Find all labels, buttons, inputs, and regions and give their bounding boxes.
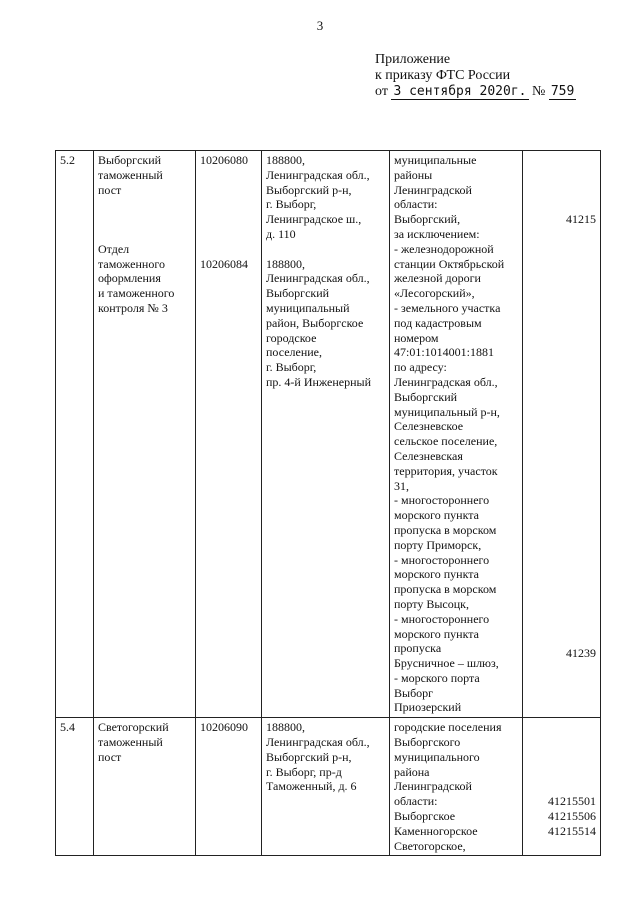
region-list <box>390 718 523 856</box>
region-line: Выборгский, <box>394 212 461 227</box>
sub-unit-address: 188800, <box>266 256 305 271</box>
region-line: сельское поселение, <box>394 434 498 449</box>
post-code: 10206090 <box>196 718 262 856</box>
region-line: Светогорское, <box>394 838 466 853</box>
appendix-header <box>375 52 576 100</box>
region-line: пропуска в морском <box>394 582 497 597</box>
region-line: области: <box>394 197 438 212</box>
region-line: Приозерский <box>394 700 462 715</box>
region-line: - многостороннего <box>394 552 490 567</box>
region-line: порту Высоцк, <box>394 596 469 611</box>
region-line: пропуска в морском <box>394 522 497 537</box>
post-name: Выборгский таможенный пост Отдел таможенного оформления и таможенного контроля № 3 <box>94 151 196 718</box>
customs-table <box>55 150 601 856</box>
region-line: Брусничное – шлюз, <box>394 656 499 671</box>
appendix-date-prefix: от <box>375 84 388 99</box>
region-line: за исключением: <box>394 226 480 241</box>
region-line: Выборгское <box>394 809 456 824</box>
region-line: муниципальные <box>394 153 477 167</box>
region-codes: 41215501 41215506 41215514 <box>523 718 601 856</box>
region-line: железной дороги <box>394 271 481 286</box>
region-line: по адресу: <box>394 360 447 375</box>
region-line: - земельного участка <box>394 300 501 315</box>
post-name: Светогорский таможенный пост <box>94 718 196 856</box>
region-line: Выборгский <box>394 389 458 404</box>
table-row <box>56 718 601 856</box>
region-line: номером <box>394 330 439 345</box>
region-line: Селезневское <box>394 419 464 434</box>
region-line: морского пункта <box>394 626 479 641</box>
region-line: под кадастровым <box>394 315 482 330</box>
region-line: Выборгского <box>394 735 461 750</box>
region-line: «Лесогорский», <box>394 286 475 301</box>
appendix-number: 759 <box>550 84 575 99</box>
region-line: районы <box>394 167 433 182</box>
region-line: Выборг <box>394 685 434 700</box>
region-codes: 41215 41239 <box>523 151 601 718</box>
region-line: 47:01:1014001:1881 <box>394 345 495 360</box>
region-line: морского пункта <box>394 508 479 523</box>
region-line: станции Октябрьской <box>394 256 505 271</box>
region-line: пропуска <box>394 641 442 656</box>
region-line: района <box>394 764 430 779</box>
post-code: 10206080 10206084 <box>196 151 262 718</box>
region-line: Ленинградской <box>394 779 472 794</box>
region-line: Каменногорское <box>394 823 478 838</box>
row-number: 5.4 <box>56 718 94 856</box>
page-number: 3 <box>316 18 324 33</box>
appendix-title: Приложение <box>375 52 451 67</box>
appendix-number-label: № <box>532 84 546 99</box>
region-line: - железнодорожной <box>394 241 494 256</box>
region-line: Селезневская <box>394 448 463 463</box>
region-line: территория, участок <box>394 463 498 478</box>
region-line: Ленинградской <box>394 182 472 197</box>
post-address: 188800, Ленинградская обл., Выборгский р-н, г. Выборг, Ленинградское ш., д. 110 188800, Ленинградская обл., Выборгский муниципальный район, Выборгское городское поселение, г. Выборг, пр. 4-й Инженерный <box>262 151 390 718</box>
region-line: - морского порта <box>394 670 480 685</box>
post-address: 188800, Ленинградская обл., Выборгский р-н, г. Выборг, пр-д Таможенный, д. 6 <box>262 718 390 856</box>
appendix-date-line <box>375 84 576 100</box>
appendix-date: 3 сентября 2020г. <box>393 84 527 99</box>
region-line: муниципальный р-н, <box>394 404 500 419</box>
region-line: муниципального <box>394 749 480 764</box>
sub-unit-code: 10206084 <box>200 256 248 271</box>
row-number: 5.2 <box>56 151 94 718</box>
appendix-order-ref: к приказу ФТС России <box>375 68 511 83</box>
region-line: порту Приморск, <box>394 537 482 552</box>
sub-unit-name: Отдел <box>98 241 130 256</box>
region-line: Ленинградская обл., <box>394 374 498 389</box>
region-line: 31, <box>394 478 409 493</box>
region-line: - многостороннего <box>394 493 490 508</box>
region-line: морского пункта <box>394 567 479 582</box>
table-row <box>56 151 601 718</box>
region-line: области: <box>394 794 438 809</box>
region-list <box>390 151 523 718</box>
region-line: городские поселения <box>394 720 502 735</box>
region-line: - многостороннего <box>394 611 490 626</box>
